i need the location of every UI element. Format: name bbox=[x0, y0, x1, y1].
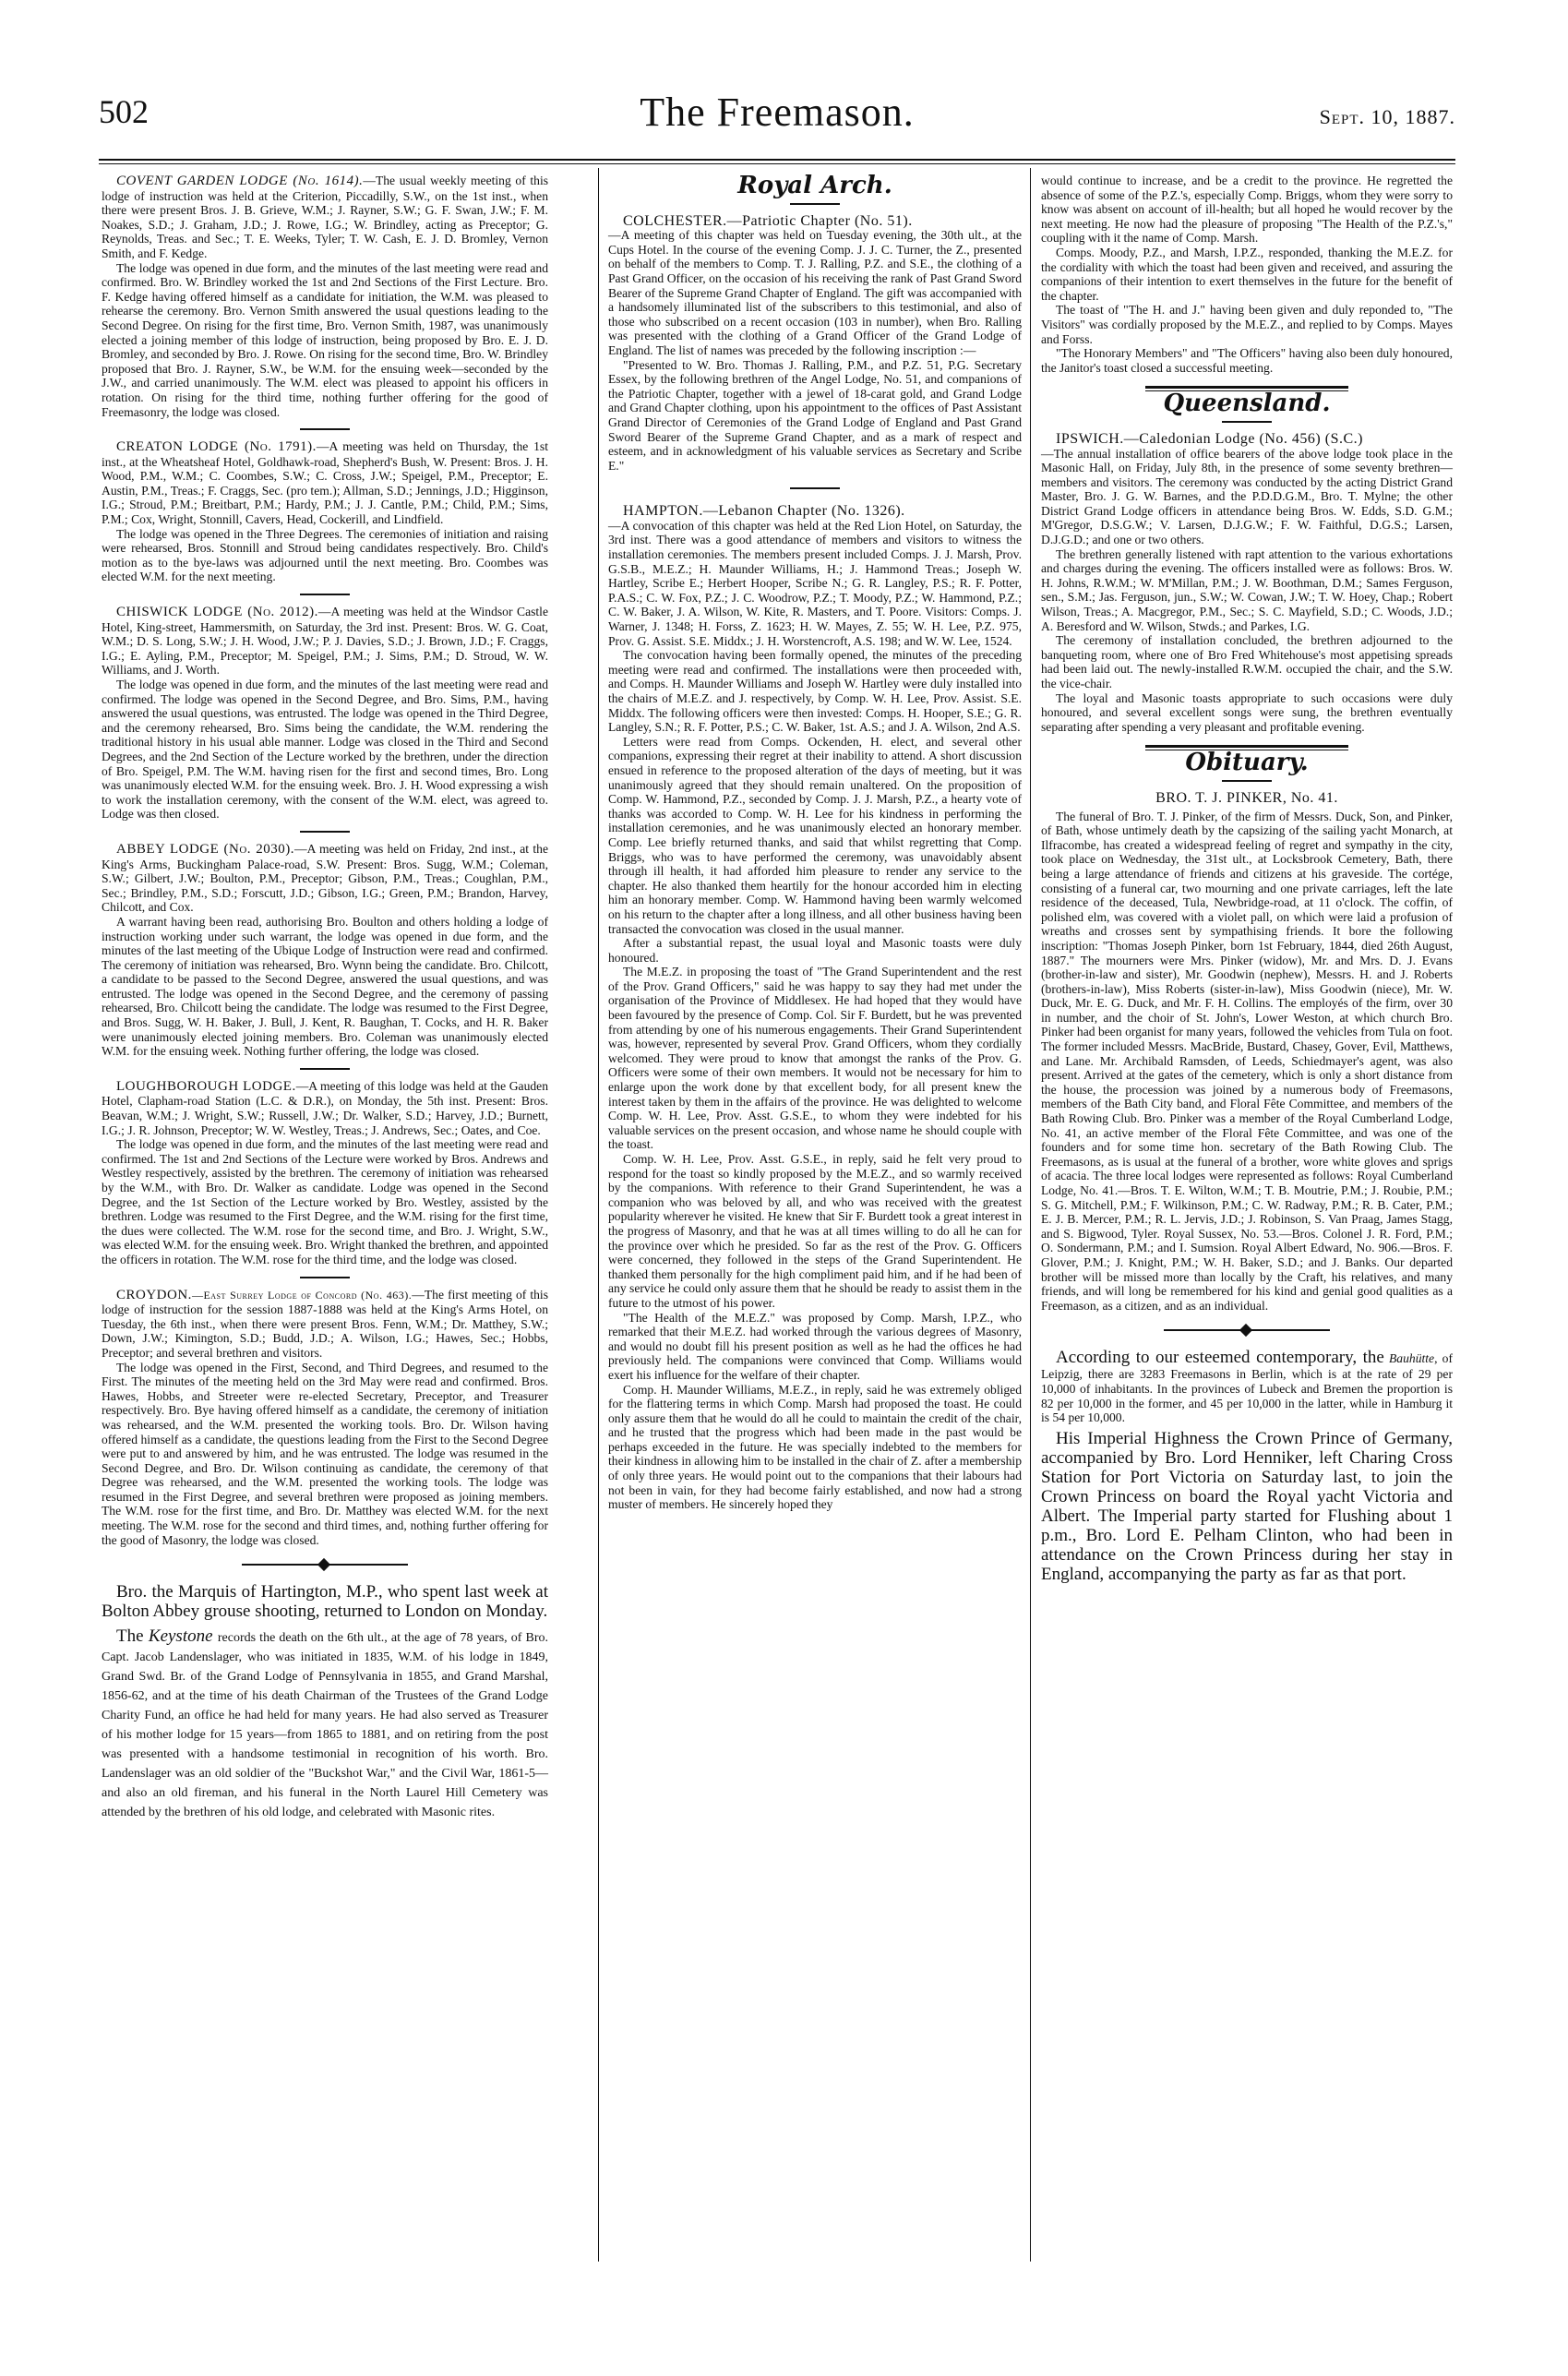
masthead bbox=[99, 92, 1455, 148]
article-hampton-continued bbox=[1041, 174, 1453, 375]
article-body: The lodge was opened in the Three Degrees. The ceremonies of initiation and raising were rehearsed, Bros. Stonnill and Stroud being candidates respectively. Bro. Child's motion as to the bye-laws was adjourned until the next meeting. Bro. Coombes was elected W.M. for the next meeting. bbox=[102, 526, 548, 584]
separator bbox=[790, 487, 840, 489]
article-chiswick bbox=[102, 605, 548, 822]
article-body: —A convocation of this chapter was held at the Red Lion Hotel, on Saturday, the 3rd inst. There was a good attendance of members and visitors to witness the installation ceremonies. The members present included Comps. J. J. Marsh, Prov. G.S.B., M.E.Z.; H. Maunder Williams, H.; J. Hammond Treas.; Joseph W. Hartley, Scribe E.; Herbert Hooper, Scribe N.; G. R. Langley, P.S.; R. F. Potter, P.A.S.; C. W. Fox, P.Z.; J. C. Woodrow, P.Z.; T. Moody, P.Z.; W. Hammond, P.Z.; C. W. Baker, J. A. Wilson, W. Kite, R. Masters, and T. Poore. Visitors: Comps. J. Warner, J. 1348; H. Forss, Z. 1623; H. W. Mayes, Z. 55; W. H. Lee, P.Z. 975, Prov. G. Assist. S.E. Middx.; J. H. Worstencroft, A.S. 198; and W. W. Lee, 1524. bbox=[608, 518, 1022, 648]
article-creaton bbox=[102, 439, 548, 584]
text: The bbox=[116, 1626, 144, 1647]
article-croydon bbox=[102, 1288, 548, 1548]
article-body: The lodge was opened in due form, and the minutes of the last meeting were read and confirmed. Bro. W. Brindley worked the 1st and 2nd Sections of the First Lecture. Bro. F. Kedge having offered himself as a candidate for initiation, the W.M. was pleased to rehearse the ceremony. Bro. Vernon Smith answered the usual questions leading to the Second Degree. On rising for the first time, Bro. Vernon Smith, 1987, was unanimously elected a joining member of this lodge of instruction, being proposed by Bro. E. J. D. Bromley, and seconded by Bro. J. Rowe. On rising for the second time, Bro. W. Brindley proposed that Bro. J. Rayner, S.W., be W.M. for the ensuing week—seconded by the J.W., and carried unanimously. The W.M. elect was pleased to appoint his officers in rotation. On rising for the third time, nothing further offering for the good of Freemasonry, the lodge was closed. bbox=[102, 260, 548, 419]
article-body: The lodge was opened in the First, Second, and Third Degrees, and resumed to the First. The minutes of the meeting held on the 3rd May were read and confirmed. Bros. Hawes, Hobbs, and Streeter were re-elected Secretary, Preceptor, and Treasurer respectively. Bro. Bye having offered himself as a candidate, the ceremony of initiation was rehearsed, and the W.M. presented the working tools. Bro. Dr. Wilson having offered himself as a candidate, the questions leading from the First to the Second Degree were put to and answered by him, and he was entrusted. The lodge was resumed in the Second Degree, and Bro. Dr. Wilson continuing as candidate, the ceremony of that Degree was rehearsed, and the W.M. presented the working tools. The lodge was resumed in the First Degree, and several brethren were proposed as joining members. The W.M. rose for the first time, and Bro. Dr. Matthey was elected W.M. for the next meeting. The W.M. rose for the second and third times, and, nothing further offering for the good of Masonry, the lodge was closed. bbox=[102, 1360, 548, 1547]
article-body: Letters were read from Comps. Ockenden, H. elect, and several other companions, expressing their regret at their inability to attend. A short discussion ensued in reference to the proposed alteration of the days of meeting, but it was unanimously agreed that they should remain unaltered. On the proposition of Comp. W. Hammond, P.Z., seconded by Comp. J. J. Marsh, P.Z., a hearty vote of thanks was accorded to Comp. W. H. Lee for his kindness in performing the installation ceremonies, and he was unanimously elected an honorary member. Comp. Lee briefly returned thanks, and said that whilst regretting that Comp. Briggs, who was to have performed the ceremony, was unavoidably absent through ill health, it had afforded him pleasure to render any service to the chapter. He also thanked them heartily for the honour accorded him in electing him an honorary member. Comp. W. Hammond having been warmly welcomed on his return to the chapter after a long illness, and all other business having been transacted the convocation was closed in the usual manner. bbox=[608, 734, 1022, 936]
article-heading: CREATON LODGE (No. 1791). bbox=[116, 439, 317, 455]
article-heading: HAMPTON.—Lebanon Chapter (No. 1326). bbox=[623, 503, 905, 520]
article-heading: IPSWICH.—Caledonian Lodge (No. 456) (S.C.) bbox=[1056, 430, 1363, 447]
text: , of Leipzig, there are 3283 Freemasons in Berlin, which is at the rate of 29 per 10,000 of inhabitants. In the provinces of Lubeck and Bremen the proportion is 82 per 10,000 in the former, and 45 per 10,000 in the latter, while in Hamburg it is 54 per 10,000. bbox=[1041, 1351, 1453, 1425]
issue-date: Sept. 10, 1887. bbox=[1319, 105, 1455, 128]
page-number: 502 bbox=[99, 93, 149, 130]
text: records the death on the 6th ult., at the age of 78 years, of Bro. Capt. Jacob Landenslager, who was initiated in 1835, W.M. of his lodge in 1849, Grand Swd. Br. of the Grand Lodge of Pennsylvania in 1855, and Grand Marshal, 1856-62, and at the time of his death Chairman of the Trustees of the Grand Lodge Charity Fund, an office he had held for many years. He had also served as Treasurer of his mother lodge for 15 years—from 1865 to 1881, and on retiring from the post was presented with a handsome testimonial in recognition of his worth. Bro. Landenslager was an old soldier of the "Buckshot War," and the Civil War, 1861-5—and also an old fireman, and his funeral in the North Laurel Hill Cemetery was attended by the brethren of his old lodge, and celebrated with Masonic rites. bbox=[102, 1631, 549, 1820]
article-body: would continue to increase, and be a credit to the province. He regretted the absence of some of the P.Z.'s, especially Comp. Briggs, whom they were sorry to know was absent on account of ill-health; but all hoped he would recover by the next meeting. He now had the pleasure of proposing "The Health of the P.Z.'s," coupling with it the name of Comp. Marsh. bbox=[1041, 174, 1453, 246]
section-title-queensland: Queensland. bbox=[1163, 390, 1331, 418]
article-hampton bbox=[608, 504, 1022, 1512]
article-body: —The annual installation of office bearers of the above lodge took place in the Masonic Hall, on Friday, July 8th, in the presence of some seventy brethren—members and visitors. The ceremony was conducted by the acting District Grand Master, Bro. J. G. W. Barnes, and the P.D.D.G.M., Bro. T. Mylne; the other District Grand Lodge officers in attendance being Bros. W. Edds, S.D. G.M.; M'Gregor, D.S.G.W.; V. Larsen, D.J.G.W.; F. W. Faithful, D.G.S.; Larsen, D.J.G.D.; and one or two others. bbox=[1041, 446, 1453, 547]
article-body: The ceremony of installation concluded, the brethren adjourned to the banqueting room, where one of Bro Fred Whitehouse's most appetising spreads had been laid out. The newly-installed R.W.M. occupied the chair, and the S.W. the vice-chair. bbox=[1041, 633, 1453, 690]
article-body: —A meeting was held at the Windsor Castle Hotel, King-street, Hammersmith, on Saturday, the 3rd inst. Present: Bros. W. G. Coat, W.M.; D. S. Long, S.W.; J. H. Wood, J.W.; P. J. Davies, S.D.; J. Brown, J.D.; F. Craggs, I.G.; E. Ayling, P.M., Preceptor; M. Speigel, P.M.; J. Sims, P.M.; D. Stroud, W. W. Williams, and J. Worth. bbox=[102, 605, 548, 678]
column-2 bbox=[608, 174, 1022, 1512]
article-body: The funeral of Bro. T. J. Pinker, of the firm of Messrs. Duck, Son, and Pinker, of Bath, whose untimely death by the capsizing of the sailing yacht Monarch, at Ilfracombe, has created a widespread feeling of regret and sympathy in the city, took place on Wednesday, the 31st ult., at Locksbrook Cemetery, Bath, there being a large attendance of friends and citizens at his graveside. The cortége, consisting of a funeral car, two mourning and one private carriages, left the late residence of the deceased, Tula, Newbridge-road, at 11 o'clock. The coffin, of polished elm, was covered with a violet pall, on which were laid a profusion of wreaths and crosses sent by sympathising friends. It bore the following inscription: "Thomas Joseph Pinker, born 1st February, 1844, died 26th August, 1887." The mourners were Mrs. Pinker (widow), Mr. and Mrs. D. J. Evans (brother-in-law and sister), Mr. Goodwin (nephew), Messrs. H. and J. Roberts (brothers-in-law), Miss Roberts (sister-in-law), Miss Goodwin (niece), Mr. W. Duck, Mr. E. G. Duck, and Mr. F. H. Collins. The employés of the firm, over 30 in number, and the choir of St. John's, Lower Weston, at which church Bro. Pinker had been organist for many years, followed the vehicles from Tula on foot. The former included Messrs. MacBride, Bustard, Chasey, Gover, Evil, Matthews, and Lane. Mr. Archibald Ramsden, of Leeds, Schiedmayer's agent, was also present. Arrived at the gates of the cemetery, which is only a short distance from the house, the procession was joined by a numerous body of Freemasons, members of the Bath City band, and Floral Fête Committee, and members of the Bath Rowing Club. Bro. Pinker was a member of the Royal Cumberland Lodge, No. 41, an active member of the Floral Fête Committee, and was one of the founders and for some time hon. secretary of the Bath Rowing Club. The Freemasons, as is usual at the funeral of a brother, wore white gloves and sprigs of acacia. The three local lodges were represented as follows: Royal Cumberland Lodge, No. 41.—Bros. T. E. Wilton, W.M.; T. B. Moutrie, P.M.; J. Roubie, P.M.; S. G. Mitchell, P.M.; F. Wilkinson, P.M.; C. W. Radway, P.M.; R. B. Cater, P.M.; E. J. B. Mercer, P.M.; R. L. Jervis, J.D.; J. Robinson, S. Van Praag, James Stagg, and S. Bigwood, Tyler. Royal Sussex, No. 53.—Bros. Colonel J. R. Ford, P.M.; O. Sondermann, P.M.; and I. Sumsion. Royal Albert Edward, No. 906.—Bros. F. Glover, P.M.; J. Knight, P.M.; W. H. Baker, S.D.; and J. Banks. Our departed brother will be missed more than locally by the Craft, his relatives, and many friends, and will long be remembered for his kind and genial good qualities as a Freemason, as a citizen, and as an individual. bbox=[1041, 809, 1453, 1313]
masthead-rule-thin bbox=[99, 163, 1455, 164]
article-colchester bbox=[608, 214, 1022, 474]
column-3 bbox=[1041, 174, 1453, 1584]
publication-title: The Freemason. bbox=[640, 90, 915, 135]
column-divider bbox=[598, 168, 599, 2262]
note-hartington: Bro. the Marquis of Hartington, M.P., who spent last week at Bolton Abbey grouse shooting, returned to London on Monday. bbox=[102, 1582, 548, 1622]
article-body: The loyal and Masonic toasts appropriate to such occasions were duly honoured, and several excellent songs were sung, the brethren eventually separating after spending a very pleasant and profitable evening. bbox=[1041, 690, 1453, 734]
article-body: The brethren generally listened with rapt attention to the various exhortations and charges during the evening. The officers installed were as follows: Bros. W. H. Johns, R.W.M.; W. M'Millan, P.M.; J. W. Boothman, D.M.; Sames Ferguson, sen., S.M.; Jas. Ferguson, jun., S.W.; W. Cowan, J.W.; T. W. Hoey, Chap.; Robert Wilson, Treas.; A. Macgregor, P.M., Sec.; S. C. Mayfield, S.D.; C. Woods, J.D.; A. Beresford and W. Wilson, Stwds.; and Parkes, I.G. bbox=[1041, 546, 1453, 633]
article-body: The lodge was opened in due form, and the minutes of the last meeting were read and confirmed. The 1st and 2nd Sections of the Lecture were worked by Bros. Andrews and Westley respectively, assisted by the brethren. The ceremony of initiation was rehearsed by the W.M., with Bro. Dr. Walker as candidate. Lodge was opened in the Second Degree, and the 1st Section of the Lecture worked by Bro. Westley, assisted by the brethren. Lodge was resumed to the First Degree, and the W.M. rising for the first time, the dues were collected. The W.M. rose for the second time, and Bro. J. Wright, S.W., was elected W.M. for the ensuing week. Bro. Wright thanked the brethren, and appointed the officers in rotation. The W.M. rose for the third time, and the lodge was closed. bbox=[102, 1137, 548, 1266]
article-body: After a substantial repast, the usual loyal and Masonic toasts were duly honoured. bbox=[608, 936, 1022, 965]
article-heading: LOUGHBOROUGH LODGE. bbox=[116, 1078, 296, 1094]
article-heading: CROYDON. bbox=[116, 1287, 192, 1302]
article-body: The lodge was opened in due form, and the minutes of the last meeting were read and confirmed. The lodge was opened in the Second Degree, and Bro. Sims, P.M., having answered the usual questions, was entrusted. The lodge was opened in the Third Degree, and the ceremony rehearsed, Bro. Sims being the candidate, the W.M. rendering the traditional history in his usual able manner. Lodge was closed in the Third and Second Degrees, and the 2nd Section of the Lecture worked by the brethren, under the direction of Bro. Speigel, P.M. The W.M. having risen for the first and second times, Bro. Long was unanimously elected W.M. for the ensuing week. Bro. J. H. Wood expressing a wish to work the installation ceremony, with the consent of the W.M. elect, was agreed to. Lodge was then closed. bbox=[102, 678, 548, 822]
separator bbox=[790, 203, 840, 205]
article-body: —A meeting was held on Thursday, the 1st inst., at the Wheatsheaf Hotel, Goldhawk-road, Shepherd's Bush, W. Present: Bros. J. H. Wood, P.M., W.M.; C. Coombes, S.W.; C. Cross, J.W.; Speigel, P.M., Preceptor; E. Austin, P.M., Treas.; F. Craggs, Sec. (pro tem.); Allman, S.D.; Jennings, J.D.; Higginson, I.G.; Stroud, P.M.; Breitbart, P.M.; Hardy, P.M.; J. J. Cantle, P.M.; Child, P.M.; Sims, P.M.; Cox, Wright, Stonnill, Cavers, Head, Cockerill, and Lindfield. bbox=[102, 439, 548, 527]
article-body: —A meeting was held on Friday, 2nd inst., at the King's Arms, Buckingham Palace-road, S.W. Present: Bros. Sugg, W.M.; Coleman, S.W.; Gilbert, J.W.; Boulton, P.M., Preceptor; Gibson, P.M., Treas.; Coughlan, P.M., Sec.; Brindley, P.M., S.D.; Forscutt, J.D.; Gibson, I.G.; Green, P.M.; Brandon, Harvey, Chilcott, and Cox. bbox=[102, 841, 548, 915]
article-heading: ABBEY LODGE (No. 2030). bbox=[116, 841, 294, 857]
article-body: Comp. H. Maunder Williams, M.E.Z., in reply, said he was extremely obliged for the flattering terms in which Comp. Marsh had proposed the toast. He could only assure them that he would do all he could to maintain the credit of the chair, and he trusted that the progress which had been made in the past would be perhaps exceeded in the future. He was specially indebted to the members for their kindness in allowing him to be installed in the chair of Z. after a membership of only three years. He would point out to the companions that their labours had not been in vain, for they had become fairly established, and now had a strong muster of members. He sincerely hoped they bbox=[608, 1382, 1022, 1512]
publication-name: Keystone bbox=[148, 1626, 213, 1647]
article-body: The M.E.Z. in proposing the toast of "The Grand Superintendent and the rest of the Prov. Grand Officers," said he was happy to say they had met under the organisation of the Province of Middlesex. He had hoped that they would have been favoured by the presence of Comp. Col. Sir F. Burdett, but he was prevented from attending by one of his numerous engagements. Their Grand Superintendent was, however, represented by several Prov. Grand Officers, whom they cordially welcomed. They were proud to know that amongst the ranks of the Prov. G. Officers were some of their own members. It would not be necessary for him to enlarge upon the work done by that excellent body, for all present knew the interest taken by them in the affairs of the province. He was delighted to welcome Comp. W. H. Lee, Prov. Asst. G.S.E., to whom they were indebted for his valuable services on the present occasion, and whose name he should couple with the toast. bbox=[608, 965, 1022, 1152]
ornamental-divider bbox=[242, 1560, 408, 1569]
article-body: —A meeting of this chapter was held on Tuesday evening, the 30th ult., at the Cups Hotel. In the course of the evening Comp. J. J. C. Turner, the Z., presented on behalf of the members to Comp. T. J. Ralling, P.Z. and S.E., the clothing of a Past Grand Officer, on the occasion of his receiving the rank of Past Grand Sword Bearer of the Supreme Grand Chapter of England. The gift was accompanied with a handsomely illuminated list of the subscribers to this testimonial, and also of those who subscribed on a recent occasion (103 in number), when Bro. Ralling was presented with the clothing of a Grand Officer of the Grand Lodge of England. The list of names was preceded by the following inscription :— bbox=[608, 228, 1022, 357]
article-heading: CHISWICK LODGE (No. 2012). bbox=[116, 605, 318, 620]
note-crown-prince: His Imperial Highness the Crown Prince of Germany, accompanied by Bro. Lord Henniker, left Charing Cross Station for Port Victoria on Saturday last, to join the Crown Princess on board the Royal yacht Victoria and Albert. The Imperial party started for Flushing about 1 p.m., Bro. Lord E. Pelham Clinton, who had been in attendance on the Crown Princess during her stay in England, accompanying the party as far as that port. bbox=[1041, 1428, 1453, 1584]
article-body: A warrant having been read, authorising Bro. Boulton and others holding a lodge of instruction working under such warrant, the lodge was opened in due form, and the minutes of the last meeting of the Ubique Lodge of Instruction were read and confirmed. The ceremony of initiation was rehearsed, Bro. Wynn being the candidate. Bro. Chilcott, a candidate to be passed to the Second Degree, answered the usual questions, and was entrusted. The lodge was opened in the Second Degree, and the ceremony of passing rehearsed, Bro. Chilcott being the candidate. The lodge was resumed to the First Degree, and Bros. Sugg, W. H. Baker, J. Bull, J. Kent, R. Baughan, T. Cocks, and H. R. Baker were unanimously elected joining members. Bro. Coleman was unanimously elected W.M. for the ensuing week. Nothing further offering, the lodge was closed. bbox=[102, 914, 548, 1059]
article-abbey bbox=[102, 842, 548, 1059]
separator bbox=[1222, 780, 1272, 782]
article-heading: COLCHESTER.—Patriotic Chapter (No. 51). bbox=[623, 212, 913, 229]
article-body: Comps. Moody, P.Z., and Marsh, I.P.Z., responded, thanking the M.E.Z. for the cordiality with which the toast had been given and received, and assuring the companions of their intention to exert themselves in the future for the benefit of the chapter. bbox=[1041, 245, 1453, 303]
text: According to our esteemed contemporary, the bbox=[1056, 1348, 1384, 1368]
article-body: —A meeting of this lodge was held at the Gauden Hotel, Clapham-road Station (L.C. & D.R.), on Monday, the 5th inst. Present: Bros. Beavan, W.M.; J. Wright, S.W.; Russell, J.W.; Dr. Walker, S.D.; Harvey, J.D.; Burnett, I.G.; J. R. Johnson, Preceptor; W. W. Westley, Treas.; J. Andrews, Sec.; Oates, and Coe. bbox=[102, 1078, 548, 1137]
publication-name: Bauhütte bbox=[1389, 1351, 1435, 1366]
article-body: The toast of "The H. and J." having been given and duly reponded to, "The Visitors" was cordially proposed by the M.E.Z., and replied to by Comps. Mayes and Forss. bbox=[1041, 303, 1453, 346]
article-body: "The Honorary Members" and "The Officers" having also been duly honoured, the Janitor's toast closed a successful meeting. bbox=[1041, 346, 1453, 375]
note-bauhutte bbox=[1041, 1348, 1453, 1424]
obituary-name: BRO. T. J. PINKER, No. 41. bbox=[1155, 789, 1338, 806]
column-1 bbox=[102, 174, 548, 1820]
article-loughborough bbox=[102, 1079, 548, 1267]
article-heading: COVENT GARDEN LODGE (No. 1614). bbox=[116, 174, 364, 188]
separator bbox=[300, 594, 350, 595]
article-covent-garden bbox=[102, 174, 548, 419]
separator bbox=[300, 428, 350, 430]
separator bbox=[300, 1068, 350, 1070]
article-subheading: —East Surrey Lodge of Concord (No. 463). bbox=[191, 1288, 413, 1302]
masthead-rule bbox=[99, 159, 1455, 161]
article-body: "The Health of the M.E.Z." was proposed by Comp. Marsh, I.P.Z., who remarked that their M.E.Z. had worked through the various degrees of Masonry, and would no doubt fill his present position as well as he had the offices he had previously held. The companions were convinced that Comp. Williams would exert his influence for the welfare of their chapter. bbox=[608, 1310, 1022, 1382]
separator bbox=[300, 1277, 350, 1278]
article-body: "Presented to W. Bro. Thomas J. Ralling, P.M., and P.Z. 51, P.G. Secretary Essex, by the following brethren of the Angel Lodge, No. 51, and companions of the Patriotic Chapter, together with a jewel of 18-carat gold, and Grand Lodge and Grand Chapter clothing, upon his appointment to the offices of Past Assistant Grand Director of Ceremonies of the Grand Lodge of England and Past Grand Sword Bearer of the Supreme Grand Chapter, and as a mark of respect and esteem, and in acknowledgment of his valuable services as Secretary and Scribe E." bbox=[608, 357, 1022, 473]
note-keystone bbox=[102, 1626, 548, 1820]
article-body: —The first meeting of this lodge of instruction for the session 1887-1888 was held at the King's Arms Hotel, on Tuesday, the 6th inst., when there were present Bros. Fenn, W.M.; Dr. Matthey, S.W.; Down, J.W.; Kimington, S.D.; Budd, J.D.; A. Wilson, I.G.; Hawes, Sec.; Hobbs, Preceptor; and several brethren and visitors. bbox=[102, 1287, 548, 1360]
separator bbox=[300, 831, 350, 833]
article-body: —The usual weekly meeting of this lodge of instruction was held at the Criterion, Piccadilly, S.W., on the 1st inst., when there were present Bros. J. B. Grieve, W.M.; J. Rayner, S.W.; G. F. Swan, J.W.; F. M. Noakes, S.D.; J. Graham, J.D.; J. Rowe, I.G.; W. Brindley, acting as Preceptor; G. Reynolds, Treas. and Sec.; T. E. Weeks, Tyler; T. W. Cash, E. J. D. Bromley, Vernon Smith, and F. Kedge. bbox=[102, 174, 549, 260]
ornamental-divider bbox=[1164, 1326, 1330, 1335]
article-body: The convocation having been formally opened, the minutes of the preceding meeting were read and confirmed. The installations were then proceeded with, and Comps. H. Maunder Williams and Joseph W. Hartley were duly installed into the chairs of M.E.Z. and J. respectively, by Comp. W. H. Lee, Prov. Assist. S.E. Middx. The following officers were then invested: Comps. H. Hooper, S.E.; G. R. Langley, S.N.; R. F. Potter, P.S.; C. W. Baker, 1st. A.S.; and J. A. Wilson, 2nd A.S. bbox=[608, 648, 1022, 735]
section-title-royal-arch: Royal Arch. bbox=[737, 172, 892, 199]
column-divider bbox=[1030, 168, 1031, 2262]
section-title-obituary: Obituary. bbox=[1185, 749, 1309, 777]
article-body: Comp. W. H. Lee, Prov. Asst. G.S.E., in reply, said he felt very proud to respond for the toast so kindly proposed by the M.E.Z., and so warmly received by the companions. With reference to their Grand Superintendent, he was a companion who was beloved by all, and who was received with the greatest popularity wherever he visited. He knew that Sir F. Burdett took a great interest in the progress of Masonry, and that he was at all times willing to do all he can for the province over which he presided. So far as the rest of the Prov. G. Officers were concerned, they followed in the steps of the Grand Superintendent. He thanked them personally for the high compliment paid him, and if he had been of any service he could only assure them that he should be ready to assist them in the future to the utmost of his power. bbox=[608, 1152, 1022, 1310]
article-ipswich bbox=[1041, 432, 1453, 734]
separator bbox=[1222, 421, 1272, 423]
